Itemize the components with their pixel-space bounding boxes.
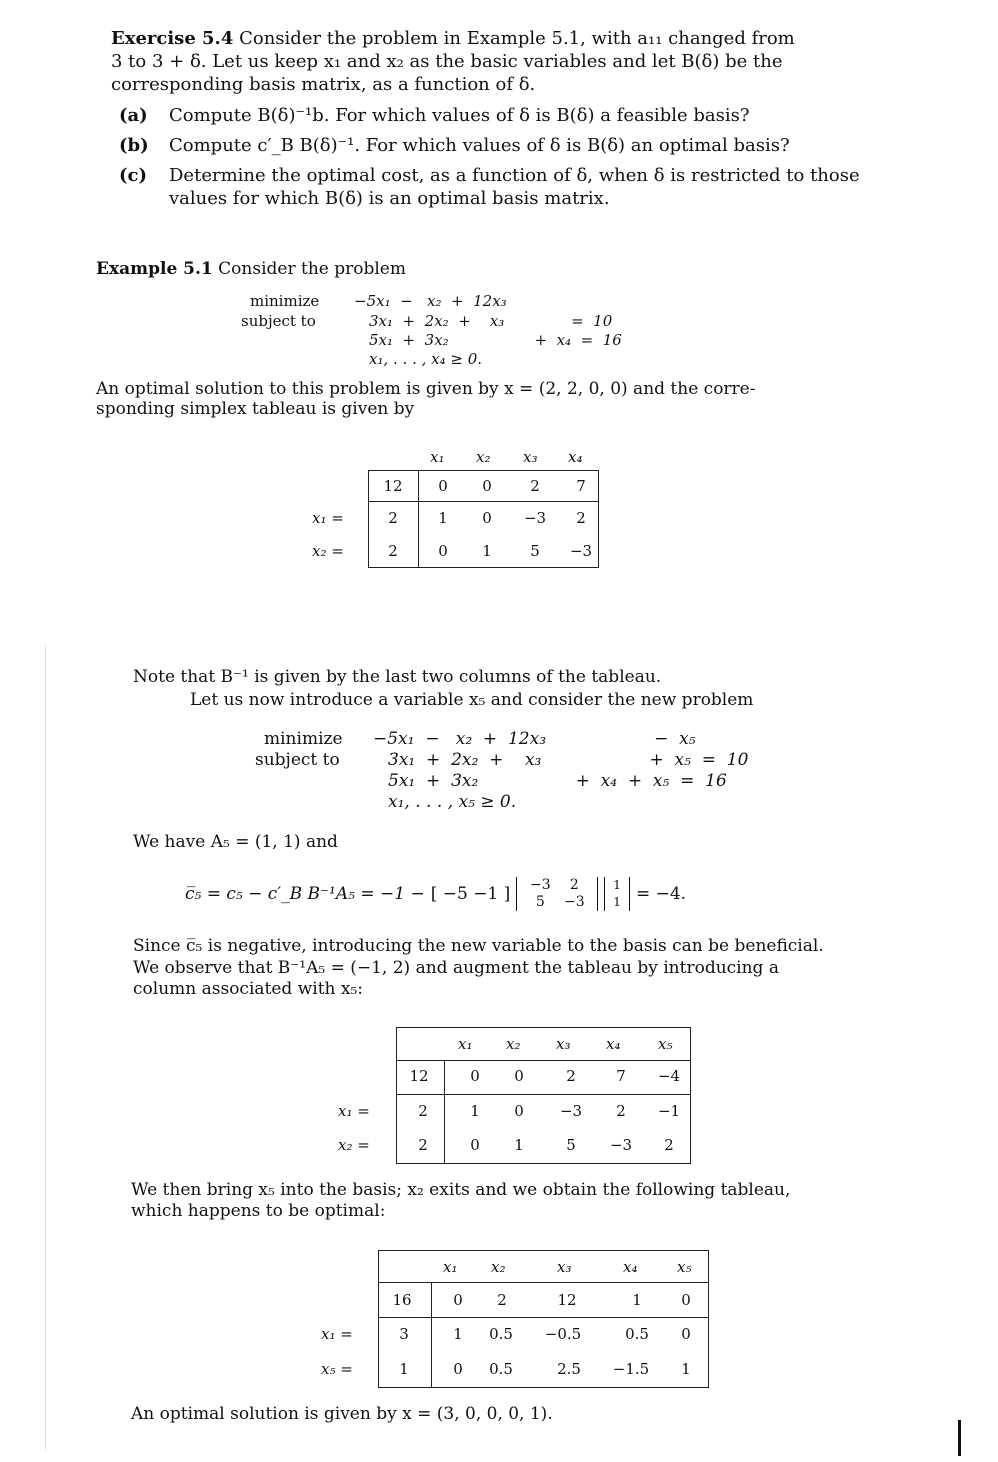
t3-h3: x₃ bbox=[557, 1258, 572, 1276]
t2-r2-c1: 0 bbox=[470, 1136, 480, 1154]
t3-h5: x₅ bbox=[677, 1258, 692, 1276]
t1-r0-c4: 7 bbox=[576, 477, 586, 495]
t2-r0-c1: 0 bbox=[470, 1067, 480, 1085]
since-line-2: We observe that B⁻¹A₅ = (−1, 2) and augment the tableau by introducing a bbox=[133, 958, 779, 978]
t3-r1-c4: 0.5 bbox=[625, 1325, 649, 1343]
t3-r1-c5: 0 bbox=[681, 1325, 691, 1343]
cbar-lhs: c̅₅ = c₅ − c′_B B⁻¹A₅ = −1 − bbox=[185, 884, 425, 904]
part-b-text: Compute c′_B B(δ)⁻¹. For which values of δ is B(δ) an optimal basis? bbox=[169, 135, 790, 156]
t1-r0-c1: 0 bbox=[438, 477, 448, 495]
t2-r2-c0: 2 bbox=[418, 1136, 428, 1154]
v0: 1 bbox=[613, 878, 621, 892]
opt-text-1: An optimal solution to this problem is given by x = (2, 2, 0, 0) and the corre- bbox=[96, 379, 756, 399]
t3-h1: x₁ bbox=[443, 1258, 458, 1276]
lp2-subject: subject to bbox=[255, 750, 340, 770]
t3-r0-c3: 12 bbox=[557, 1291, 577, 1309]
tableau-3 bbox=[315, 1250, 715, 1390]
t3-r1-label: x₁ = bbox=[321, 1325, 353, 1343]
t2-r1-c1: 1 bbox=[470, 1102, 480, 1120]
cbar-rhs: = −4. bbox=[635, 884, 687, 904]
t3-r1-c3: −0.5 bbox=[544, 1325, 582, 1343]
m01: 2 bbox=[569, 877, 579, 893]
tableau-1 bbox=[300, 440, 610, 570]
t3-r0-c1: 0 bbox=[453, 1291, 463, 1309]
a5-line: We have A₅ = (1, 1) and bbox=[133, 832, 338, 852]
lp1-constraint-2: 5x₁ + 3x₂ + x₄ = 16 bbox=[369, 331, 622, 349]
t2-r0-c4: 7 bbox=[616, 1067, 626, 1085]
bring-line-2: which happens to be optimal: bbox=[131, 1201, 386, 1221]
t2-h1: x₁ bbox=[458, 1035, 473, 1053]
bring-line-1: We then bring x₅ into the basis; x₂ exits and we obtain the following tableau, bbox=[131, 1180, 791, 1200]
t1-h2: x₂ bbox=[476, 448, 491, 466]
t3-r2-c1: 0 bbox=[453, 1360, 463, 1378]
t1-r2-label: x₂ = bbox=[312, 542, 344, 560]
m00: −3 bbox=[529, 877, 551, 893]
reduced-cost-equation bbox=[185, 876, 686, 912]
example-title: Example 5.1 bbox=[96, 259, 213, 279]
t2-r2-c4: −3 bbox=[609, 1136, 633, 1154]
lp2-constraint-2: 5x₁ + 3x₂ + x₄ + x₅ = 16 bbox=[388, 771, 727, 791]
t2-r2-label: x₂ = bbox=[338, 1136, 370, 1154]
t1-r1-c0: 2 bbox=[388, 509, 398, 527]
t1-r1-c1: 1 bbox=[438, 509, 448, 527]
margin-rule bbox=[45, 645, 46, 1450]
t3-r2-c2: 0.5 bbox=[489, 1360, 513, 1378]
lp1-objective: −5x₁ − x₂ + 12x₃ bbox=[354, 292, 507, 310]
t2-r1-c5: −1 bbox=[657, 1102, 681, 1120]
lp1-constraint-1: 3x₁ + 2x₂ + x₃ = 10 bbox=[369, 312, 613, 330]
t2-r2-c2: 1 bbox=[514, 1136, 524, 1154]
t3-r0-c5: 0 bbox=[681, 1291, 691, 1309]
t3-r1-c1: 1 bbox=[453, 1325, 463, 1343]
t1-r1-c4: 2 bbox=[576, 509, 586, 527]
lp2-minimize: minimize bbox=[264, 729, 343, 749]
part-c-text: Determine the optimal cost, as a function of δ, when δ is restricted to those bbox=[169, 165, 860, 186]
t2-r0-c2: 0 bbox=[514, 1067, 524, 1085]
example-header bbox=[96, 258, 406, 280]
t3-r0-c4: 1 bbox=[632, 1291, 642, 1309]
exercise-title: Exercise 5.4 bbox=[111, 28, 234, 49]
example-intro: Consider the problem bbox=[218, 259, 406, 279]
m11: −3 bbox=[563, 894, 585, 910]
t2-r1-c3: −3 bbox=[559, 1102, 583, 1120]
cbar-row-vector: [ −5 −1 ] bbox=[430, 884, 511, 904]
t2-r0-c3: 2 bbox=[566, 1067, 576, 1085]
t1-r0-c3: 2 bbox=[530, 477, 540, 495]
t3-h2: x₂ bbox=[491, 1258, 506, 1276]
t3-r1-c2: 0.5 bbox=[489, 1325, 513, 1343]
part-c-label: (c) bbox=[119, 165, 147, 186]
since-line-1: Since c̅₅ is negative, introducing the new variable to the basis can be beneficial. bbox=[133, 936, 824, 956]
t1-r2-c0: 2 bbox=[388, 542, 398, 560]
lp2-constraint-1: 3x₁ + 2x₂ + x₃ + x₅ = 10 bbox=[388, 750, 749, 770]
t3-r0-c0: 16 bbox=[392, 1291, 412, 1309]
exercise-line-1 bbox=[111, 27, 795, 50]
part-b-label: (b) bbox=[119, 135, 149, 156]
t3-r2-c3: 2.5 bbox=[557, 1360, 581, 1378]
t3-r2-c0: 1 bbox=[399, 1360, 409, 1378]
exercise-text-3: corresponding basis matrix, as a function of δ. bbox=[111, 74, 536, 95]
lp2-nonneg: x₁, . . . , x₅ ≥ 0. bbox=[388, 792, 517, 812]
t2-h2: x₂ bbox=[506, 1035, 521, 1053]
note-line-1: Note that B⁻¹ is given by the last two columns of the tableau. bbox=[133, 667, 662, 687]
t1-h4: x₄ bbox=[568, 448, 583, 466]
tableau-2 bbox=[330, 1027, 700, 1167]
t1-h1: x₁ bbox=[430, 448, 445, 466]
final-line: An optimal solution is given by x = (3, 0, 0, 0, 1). bbox=[131, 1404, 553, 1424]
m10: 5 bbox=[535, 894, 545, 910]
lp1-minimize: minimize bbox=[250, 292, 320, 310]
t2-r1-c4: 2 bbox=[616, 1102, 626, 1120]
t1-r2-c4: −3 bbox=[569, 542, 593, 560]
binv-matrix bbox=[516, 877, 598, 911]
part-a-text: Compute B(δ)⁻¹b. For which values of δ is B(δ) a feasible basis? bbox=[169, 105, 750, 126]
t3-r2-c5: 1 bbox=[681, 1360, 691, 1378]
t2-h3: x₃ bbox=[556, 1035, 571, 1053]
t2-r2-c3: 5 bbox=[566, 1136, 576, 1154]
lp1-subject: subject to bbox=[241, 312, 316, 330]
t1-r2-c3: 5 bbox=[530, 542, 540, 560]
part-c-text-2: values for which B(δ) is an optimal basis matrix. bbox=[169, 188, 610, 209]
t2-r0-c0: 12 bbox=[409, 1067, 429, 1085]
opt-text-2: sponding simplex tableau is given by bbox=[96, 399, 415, 419]
t2-h4: x₄ bbox=[606, 1035, 621, 1053]
t1-r1-c2: 0 bbox=[482, 509, 492, 527]
t1-r0-c0: 12 bbox=[383, 477, 403, 495]
lp2-block bbox=[255, 729, 749, 876]
t1-h3: x₃ bbox=[523, 448, 538, 466]
text-cursor bbox=[958, 1420, 961, 1456]
t1-r0-c2: 0 bbox=[482, 477, 492, 495]
exercise-text-1: Consider the problem in Example 5.1, with a₁₁ changed from bbox=[239, 28, 795, 49]
a5-vector bbox=[604, 877, 630, 911]
lp1-nonneg: x₁, . . . , x₄ ≥ 0. bbox=[369, 350, 483, 368]
t2-h5: x₅ bbox=[658, 1035, 673, 1053]
part-a bbox=[119, 104, 749, 127]
t3-r1-c0: 3 bbox=[399, 1325, 409, 1343]
t2-r1-label: x₁ = bbox=[338, 1102, 370, 1120]
t1-r1-label: x₁ = bbox=[312, 509, 344, 527]
t2-r1-c2: 0 bbox=[514, 1102, 524, 1120]
t2-r0-c5: −4 bbox=[657, 1067, 681, 1085]
t2-r1-c0: 2 bbox=[418, 1102, 428, 1120]
t1-r2-c1: 0 bbox=[438, 542, 448, 560]
t2-r2-c5: 2 bbox=[664, 1136, 674, 1154]
t1-r1-c3: −3 bbox=[523, 509, 547, 527]
t3-r2-c4: −1.5 bbox=[612, 1360, 650, 1378]
note-line-2: Let us now introduce a variable x₅ and consider the new problem bbox=[190, 690, 754, 710]
t3-r2-label: x₅ = bbox=[321, 1360, 353, 1378]
part-b bbox=[119, 134, 790, 157]
since-line-3: column associated with x₅: bbox=[133, 979, 364, 999]
part-a-label: (a) bbox=[119, 105, 148, 126]
t3-r0-c2: 2 bbox=[497, 1291, 507, 1309]
lp2-objective: −5x₁ − x₂ + 12x₃ − x₅ bbox=[373, 729, 696, 749]
t3-h4: x₄ bbox=[623, 1258, 638, 1276]
part-c bbox=[119, 164, 860, 187]
v1: 1 bbox=[613, 895, 621, 909]
exercise-text-2: 3 to 3 + δ. Let us keep x₁ and x₂ as the basic variables and let B(δ) be the bbox=[111, 51, 783, 72]
t1-r2-c2: 1 bbox=[482, 542, 492, 560]
